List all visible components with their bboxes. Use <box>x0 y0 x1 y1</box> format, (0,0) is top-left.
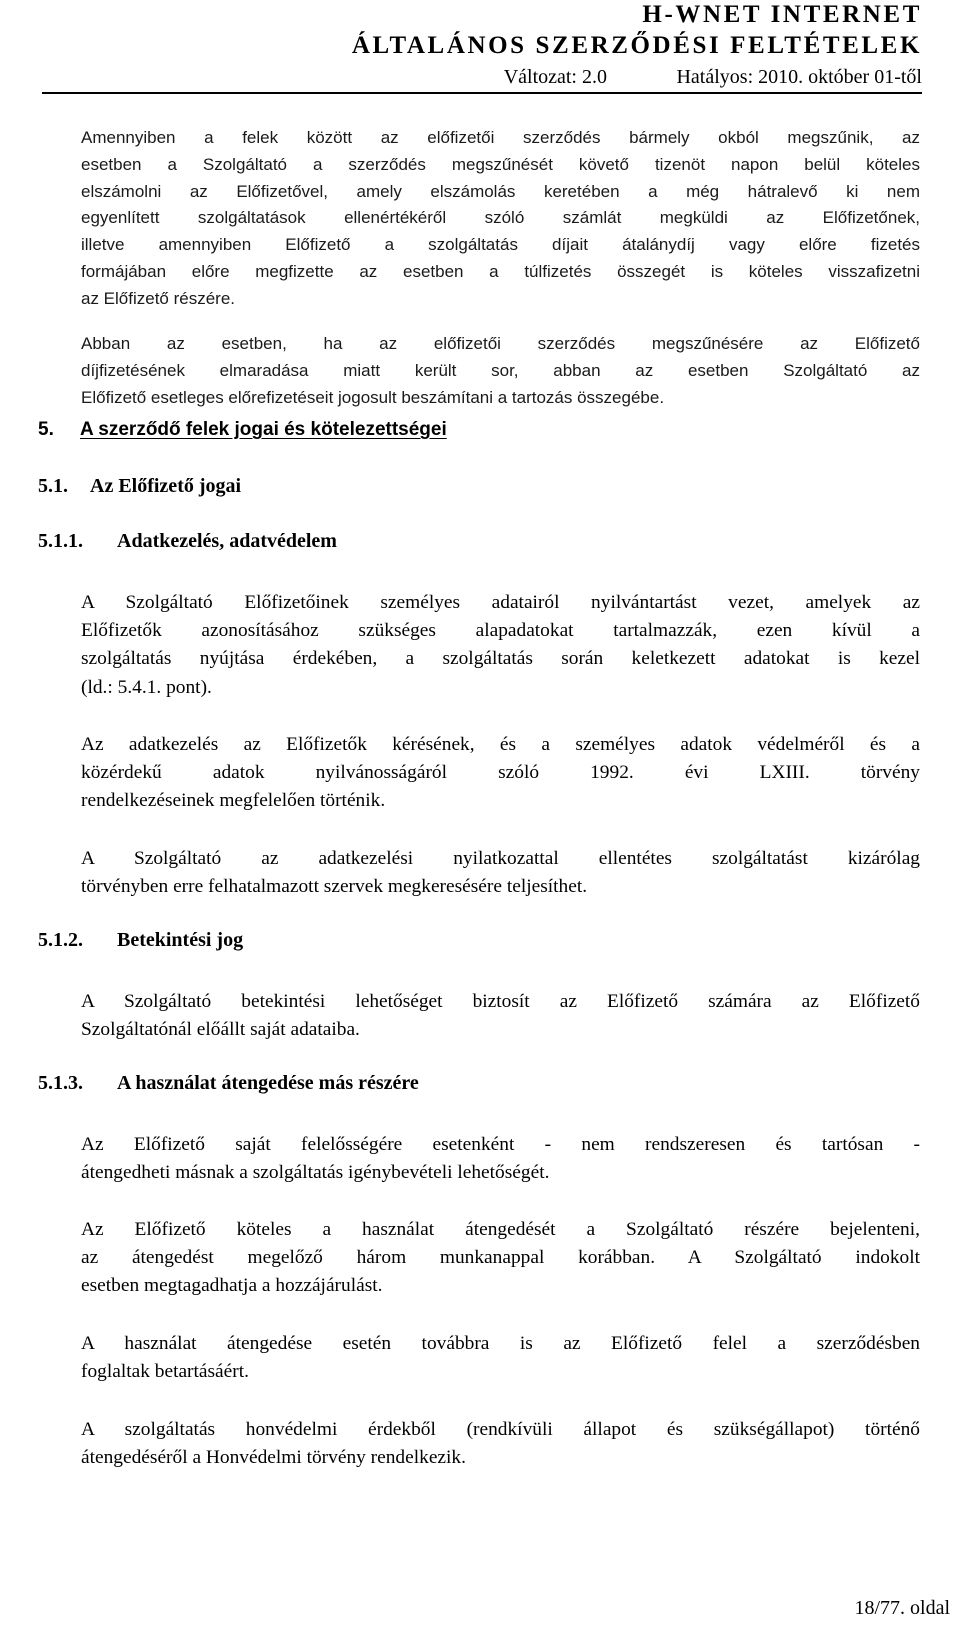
text-line: díjfizetésének elmaradása miatt került sor, abban az esetben Szolgáltató az <box>81 360 920 380</box>
section-number: 5. <box>38 419 54 440</box>
text-line: átengedheti másnak a szolgáltatás igénybevételi lehetőségét. <box>81 1162 550 1184</box>
text-line: Amennyiben a felek között az előfizetői szerződés bármely okból megszűnik, az <box>81 128 920 147</box>
text-line: formájában előre megfizette az esetben a túlfizetés összegét is köteles visszafizetni <box>81 261 920 281</box>
text-line: A szolgáltatás honvédelmi érdekből (rendkívüli állapot és szükségállapot) történő <box>81 1419 920 1440</box>
text-line: Előfizetők azonosításához szükséges alapadatokat tartalmazzák, ezen kívül a <box>81 620 920 642</box>
text-line: Abban az esetben, ha az előfizetői szerződés megszűnésére az Előfizető <box>81 334 920 353</box>
paragraph-authorized-requests <box>81 845 920 901</box>
section-title: Adatkezelés, adatvédelem <box>117 530 337 552</box>
text-line: rendelkezéseinek megfelelően történik. <box>81 790 386 812</box>
section-number: 5.1.2. <box>38 929 83 951</box>
text-line: A használat átengedése esetén továbbra is az Előfizető felel a szerződésben <box>81 1333 920 1354</box>
text-line: az átengedést megelőző három munkanappal korábban. A Szolgáltató indokolt <box>81 1247 920 1269</box>
page-number: 18/77. oldal <box>854 1597 950 1619</box>
paragraph-transfer-occasional <box>81 1131 920 1187</box>
paragraph-transfer-liability <box>81 1330 920 1386</box>
paragraph-transfer-notice <box>81 1216 920 1301</box>
text-line: A Szolgáltató betekintési lehetőséget biztosít az Előfizető számára az Előfizető <box>81 991 920 1012</box>
header-version: Változat: 2.0 <box>503 66 607 88</box>
text-line: elszámolni az Előfizetővel, amely elszámolás keretében a még hátralevő ki nem <box>81 181 920 201</box>
paragraph-prepayment-offset <box>81 331 920 411</box>
text-line: átengedéséről a Honvédelmi törvény rendelkezik. <box>81 1447 466 1469</box>
text-line: foglaltak betartásáért. <box>81 1361 249 1383</box>
paragraph-contract-termination <box>81 125 920 313</box>
section-number: 5.1.3. <box>38 1072 83 1094</box>
paragraph-data-records <box>81 589 920 702</box>
text-line: közérdekű adatok nyilvánosságáról szóló 1992. évi LXIII. törvény <box>81 762 920 784</box>
text-line: illetve amennyiben Előfizető a szolgáltatás díjait átalánydíj vagy előre fizetés <box>81 235 920 255</box>
text-line: Szolgáltatónál előállt saját adataiba. <box>81 1019 360 1041</box>
text-line: esetben a Szolgáltató a szerződés megszűnését követő tizenöt napon belül köteles <box>81 154 920 174</box>
section-title: A szerződő felek jogai és kötelezettségei <box>80 419 447 440</box>
text-line: esetben megtagadhatja a hozzájárulást. <box>81 1275 383 1297</box>
header-document-title: ÁLTALÁNOS SZERZŐDÉSI FELTÉTELEK <box>351 32 922 59</box>
text-line: szolgáltatás nyújtása érdekében, a szolgáltatás során keletkezett adatokat is kezel <box>81 648 920 670</box>
text-line: Előfizető esetleges előrefizetéseit jogosult beszámítani a tartozás összegébe. <box>81 387 665 407</box>
header-effective-date: Hatályos: 2010. október 01-től <box>676 66 922 88</box>
section-title: Az Előfizető jogai <box>90 475 242 497</box>
section-number: 5.1.1. <box>38 530 83 552</box>
text-line: (ld.: 5.4.1. pont). <box>81 676 212 698</box>
header-company-name: H-WNET INTERNET <box>642 1 922 28</box>
section-title: A használat átengedése más részére <box>117 1072 419 1094</box>
section-title: Betekintési jog <box>117 929 244 951</box>
paragraph-data-protection-law <box>81 731 920 816</box>
text-line: egyenlített szolgáltatások ellenértékéről szóló számlát megküldi az Előfizetőnek, <box>81 208 920 228</box>
text-line: Az adatkezelés az Előfizetők kérésének, és a személyes adatok védelméről és a <box>81 734 920 755</box>
text-line: az Előfizető részére. <box>81 288 236 308</box>
text-line: A Szolgáltató Előfizetőinek személyes adatairól nyilvántartást vezet, amelyek az <box>81 592 920 613</box>
text-line: Az Előfizető köteles a használat átengedését a Szolgáltató részére bejelenteni, <box>81 1219 920 1240</box>
text-line: törvényben erre felhatalmazott szervek megkeresésére teljesíthet. <box>81 876 588 898</box>
section-number: 5.1. <box>38 475 68 497</box>
paragraph-inspection-right <box>81 988 920 1044</box>
text-line: A Szolgáltató az adatkezelési nyilatkozattal ellentétes szolgáltatást kizárólag <box>81 848 920 869</box>
paragraph-defense-transfer <box>81 1416 920 1472</box>
text-line: Az Előfizető saját felelősségére esetenként - nem rendszeresen és tartósan - <box>81 1134 920 1155</box>
header-meta-line <box>42 64 922 94</box>
